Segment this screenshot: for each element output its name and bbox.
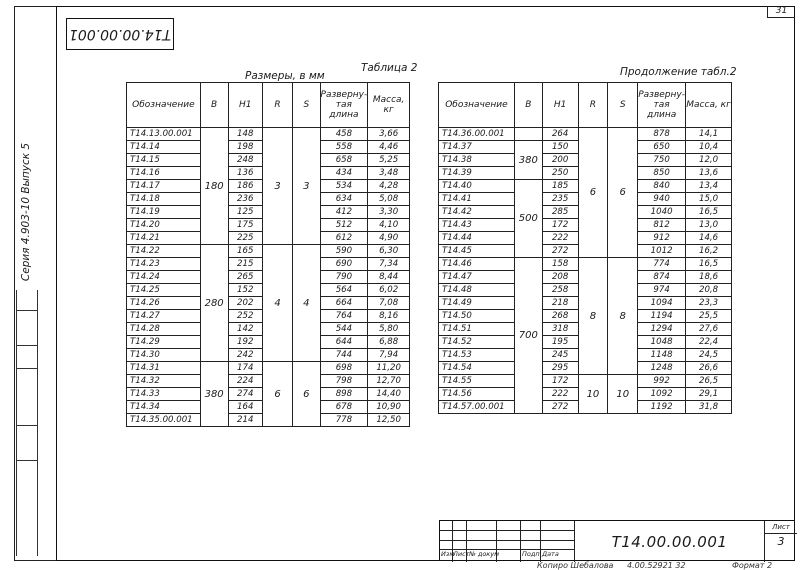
cell-designation: Т14.33 [127,388,201,401]
cell-b-group: 380 [514,141,542,180]
cell-mass: 26,6 [686,362,732,375]
cell-h1: 164 [228,401,262,414]
cell-designation: Т14.30 [127,349,201,362]
cell-developed-length: 698 [320,362,368,375]
table1-subtitle: Размеры, в мм [245,70,325,82]
cell-designation: Т14.47 [439,271,515,284]
label-date: Дата [542,550,559,558]
table-2-body [439,128,732,414]
table2-header-designation: Обозначение [439,83,515,128]
cell-mass: 5,25 [368,154,410,167]
cell-developed-length: 898 [320,388,368,401]
table-row [439,128,732,141]
cell-h1: 268 [542,310,578,323]
cell-developed-length: 1248 [638,362,686,375]
cell-r-group: 3 [262,128,292,245]
cell-s-group: 10 [608,375,638,414]
cell-r-group: 4 [262,245,292,362]
cell-mass: 8,16 [368,310,410,323]
cell-mass: 24,5 [686,349,732,362]
cell-h1: 258 [542,284,578,297]
cell-designation: Т14.35.00.001 [127,414,201,427]
table-2-header-row [439,83,732,128]
cell-developed-length: 512 [320,219,368,232]
top-stamp-code: Т14.00.00.001 [66,18,174,50]
cell-mass: 18,6 [686,271,732,284]
cell-designation: Т14.15 [127,154,201,167]
cell-mass: 3,66 [368,128,410,141]
cell-developed-length: 590 [320,245,368,258]
cell-developed-length: 812 [638,219,686,232]
cell-h1: 198 [228,141,262,154]
cell-s-group: 6 [293,362,320,427]
cell-r-group: 10 [578,375,608,414]
cell-s-group: 6 [608,128,638,258]
table2-header-b: В [514,83,542,128]
table1-header-s: S [293,83,320,128]
cell-h1: 142 [228,323,262,336]
cell-developed-length: 850 [638,167,686,180]
cell-mass: 4,10 [368,219,410,232]
cell-designation: Т14.48 [439,284,515,297]
cell-mass: 27,6 [686,323,732,336]
cell-b-group: 500 [514,180,542,258]
cell-mass: 5,08 [368,193,410,206]
cell-designation: Т14.36.00.001 [439,128,515,141]
cell-mass: 3,30 [368,206,410,219]
cell-developed-length: 678 [320,401,368,414]
cell-r-group: 8 [578,258,608,375]
cell-h1: 236 [228,193,262,206]
cell-designation: Т14.27 [127,310,201,323]
table-row [127,128,410,141]
cell-mass: 5,80 [368,323,410,336]
cell-developed-length: 412 [320,206,368,219]
cell-designation: Т14.20 [127,219,201,232]
cell-designation: Т14.44 [439,232,515,245]
cell-h1: 215 [228,258,262,271]
cell-designation: Т14.16 [127,167,201,180]
cell-developed-length: 774 [638,258,686,271]
cell-designation: Т14.38 [439,154,515,167]
cell-developed-length: 790 [320,271,368,284]
cell-developed-length: 940 [638,193,686,206]
cell-mass: 31,8 [686,401,732,414]
table-row [439,375,732,388]
cell-designation: Т14.40 [439,180,515,193]
cell-designation: Т14.46 [439,258,515,271]
cell-developed-length: 798 [320,375,368,388]
cell-mass: 13,6 [686,167,732,180]
cell-h1: 208 [542,271,578,284]
series-label: Серия 4.903-10 Выпуск 5 [20,142,32,282]
cell-mass: 29,1 [686,388,732,401]
table1-header-designation: Обозначение [127,83,201,128]
cell-h1: 214 [228,414,262,427]
cell-designation: Т14.50 [439,310,515,323]
cell-developed-length: 1294 [638,323,686,336]
cell-designation: Т14.28 [127,323,201,336]
cell-mass: 25,5 [686,310,732,323]
table-1-header-row [127,83,410,128]
cell-designation: Т14.32 [127,375,201,388]
cell-h1: 272 [542,401,578,414]
cell-mass: 10,90 [368,401,410,414]
cell-designation: Т14.21 [127,232,201,245]
sheet-label: Лист [772,523,790,531]
cell-developed-length: 1040 [638,206,686,219]
table2-header-mass: Масса, кг [686,83,732,128]
cell-mass: 7,34 [368,258,410,271]
cell-h1: 318 [542,323,578,336]
cell-designation: Т14.34 [127,401,201,414]
table-row [127,362,410,375]
cell-mass: 22,4 [686,336,732,349]
cell-developed-length: 658 [320,154,368,167]
cell-mass: 14,1 [686,128,732,141]
cell-mass: 7,08 [368,297,410,310]
cell-mass: 14,6 [686,232,732,245]
cell-h1: 265 [228,271,262,284]
table-1-body [127,128,410,427]
cell-s-group: 4 [293,245,320,362]
cell-developed-length: 874 [638,271,686,284]
sheet-number: 3 [777,535,785,548]
cell-developed-length: 1148 [638,349,686,362]
cell-designation: Т14.22 [127,245,201,258]
cell-h1: 185 [542,180,578,193]
cell-s-group: 3 [293,128,320,245]
table1-header-developed-length: Разверну-тая длина [320,83,368,128]
cell-h1: 148 [228,128,262,141]
cell-mass: 26,5 [686,375,732,388]
table-row [127,245,410,258]
cell-mass: 20,8 [686,284,732,297]
cell-designation: Т14.57.00.001 [439,401,515,414]
cell-h1: 172 [542,219,578,232]
cell-designation: Т14.45 [439,245,515,258]
cell-mass: 12,70 [368,375,410,388]
cell-developed-length: 1012 [638,245,686,258]
cell-h1: 195 [542,336,578,349]
cell-developed-length: 878 [638,128,686,141]
cell-developed-length: 1192 [638,401,686,414]
cell-designation: Т14.26 [127,297,201,310]
table-row [439,258,732,271]
cell-developed-length: 750 [638,154,686,167]
table2-header-h1: Н1 [542,83,578,128]
table2-header-developed-length: Разверну-тая длина [638,83,686,128]
cell-mass: 8,44 [368,271,410,284]
table2-header-r: R [578,83,608,128]
cell-mass: 3,48 [368,167,410,180]
cell-designation: Т14.56 [439,388,515,401]
table1-header-b: В [200,83,228,128]
cell-h1: 245 [542,349,578,362]
cell-designation: Т14.18 [127,193,201,206]
footer-doc-number: 4.00.52921 32 [627,561,686,570]
cell-developed-length: 840 [638,180,686,193]
cell-designation: Т14.14 [127,141,201,154]
cell-developed-length: 558 [320,141,368,154]
cell-h1: 222 [542,388,578,401]
cell-b-group: 700 [514,258,542,414]
cell-mass: 7,94 [368,349,410,362]
cell-mass: 16,5 [686,258,732,271]
cell-designation: Т14.55 [439,375,515,388]
cell-designation: Т14.42 [439,206,515,219]
cell-developed-length: 644 [320,336,368,349]
cell-developed-length: 764 [320,310,368,323]
cell-mass: 4,28 [368,180,410,193]
cell-h1: 152 [228,284,262,297]
cell-mass: 4,46 [368,141,410,154]
cell-designation: Т14.25 [127,284,201,297]
cell-mass: 10,4 [686,141,732,154]
cell-mass: 16,2 [686,245,732,258]
cell-h1: 192 [228,336,262,349]
cell-b-group [514,128,542,141]
cell-mass: 13,0 [686,219,732,232]
title-block-sheet [764,521,796,562]
cell-developed-length: 650 [638,141,686,154]
cell-h1: 224 [228,375,262,388]
cell-mass: 13,4 [686,180,732,193]
cell-developed-length: 744 [320,349,368,362]
cell-developed-length: 544 [320,323,368,336]
table1-header-mass: Масса, кг [368,83,410,128]
cell-b-group: 380 [200,362,228,427]
cell-h1: 158 [542,258,578,271]
cell-h1: 125 [228,206,262,219]
cell-developed-length: 434 [320,167,368,180]
cell-h1: 222 [542,232,578,245]
cell-mass: 16,5 [686,206,732,219]
table2-header-s: S [608,83,638,128]
cell-h1: 242 [228,349,262,362]
binding-strip [16,290,38,556]
cell-designation: Т14.37 [439,141,515,154]
cell-mass: 23,3 [686,297,732,310]
cell-h1: 248 [228,154,262,167]
cell-designation: Т14.24 [127,271,201,284]
label-list: Лист [453,550,470,558]
cell-h1: 218 [542,297,578,310]
cell-h1: 274 [228,388,262,401]
table-2 [438,82,732,414]
label-doc: № докум [469,550,499,558]
cell-developed-length: 690 [320,258,368,271]
cell-h1: 202 [228,297,262,310]
cell-h1: 295 [542,362,578,375]
cell-developed-length: 778 [320,414,368,427]
footer-format: Формат 2 [732,561,773,570]
cell-developed-length: 974 [638,284,686,297]
cell-developed-length: 1048 [638,336,686,349]
cell-h1: 285 [542,206,578,219]
label-sign: Подп [522,550,540,558]
cell-designation: Т14.31 [127,362,201,375]
cell-developed-length: 1194 [638,310,686,323]
cell-h1: 165 [228,245,262,258]
cell-designation: Т14.53 [439,349,515,362]
cell-developed-length: 912 [638,232,686,245]
cell-h1: 175 [228,219,262,232]
cell-mass: 15,0 [686,193,732,206]
cell-mass: 6,30 [368,245,410,258]
table1-header-r: R [262,83,292,128]
title-block [439,520,795,561]
title-block-revision-grid [440,521,574,562]
cell-developed-length: 664 [320,297,368,310]
cell-h1: 172 [542,375,578,388]
cell-designation: Т14.23 [127,258,201,271]
cell-h1: 174 [228,362,262,375]
cell-designation: Т14.17 [127,180,201,193]
cell-developed-length: 1094 [638,297,686,310]
cell-designation: Т14.54 [439,362,515,375]
cell-mass: 11,20 [368,362,410,375]
cell-designation: Т14.51 [439,323,515,336]
footer-copy: Копиро Шебалова [537,561,614,570]
cell-b-group: 280 [200,245,228,362]
cell-h1: 150 [542,141,578,154]
cell-designation: Т14.43 [439,219,515,232]
cell-b-group: 180 [200,128,228,245]
cell-mass: 6,88 [368,336,410,349]
cell-h1: 250 [542,167,578,180]
cell-developed-length: 564 [320,284,368,297]
table-1 [126,82,410,427]
cell-mass: 14,40 [368,388,410,401]
cell-developed-length: 992 [638,375,686,388]
cell-r-group: 6 [262,362,292,427]
cell-h1: 186 [228,180,262,193]
cell-s-group: 8 [608,258,638,375]
table2-title: Продолжение табл.2 [620,66,737,78]
cell-h1: 252 [228,310,262,323]
table1-header-h1: Н1 [228,83,262,128]
cell-developed-length: 1092 [638,388,686,401]
cell-designation: Т14.13.00.001 [127,128,201,141]
cell-h1: 235 [542,193,578,206]
cell-designation: Т14.19 [127,206,201,219]
cell-mass: 6,02 [368,284,410,297]
label-izm: Изм [441,550,455,558]
cell-h1: 264 [542,128,578,141]
top-sheet-number: 31 [767,6,795,18]
cell-h1: 200 [542,154,578,167]
cell-mass: 12,0 [686,154,732,167]
cell-mass: 4,90 [368,232,410,245]
title-block-code: Т14.00.00.001 [574,521,764,562]
cell-h1: 272 [542,245,578,258]
cell-designation: Т14.41 [439,193,515,206]
cell-designation: Т14.52 [439,336,515,349]
cell-mass: 12,50 [368,414,410,427]
cell-designation: Т14.39 [439,167,515,180]
table1-title: Таблица 2 [361,62,418,74]
cell-h1: 136 [228,167,262,180]
cell-designation: Т14.29 [127,336,201,349]
cell-developed-length: 634 [320,193,368,206]
cell-h1: 225 [228,232,262,245]
cell-developed-length: 534 [320,180,368,193]
cell-developed-length: 612 [320,232,368,245]
cell-designation: Т14.49 [439,297,515,310]
cell-r-group: 6 [578,128,608,258]
cell-developed-length: 458 [320,128,368,141]
